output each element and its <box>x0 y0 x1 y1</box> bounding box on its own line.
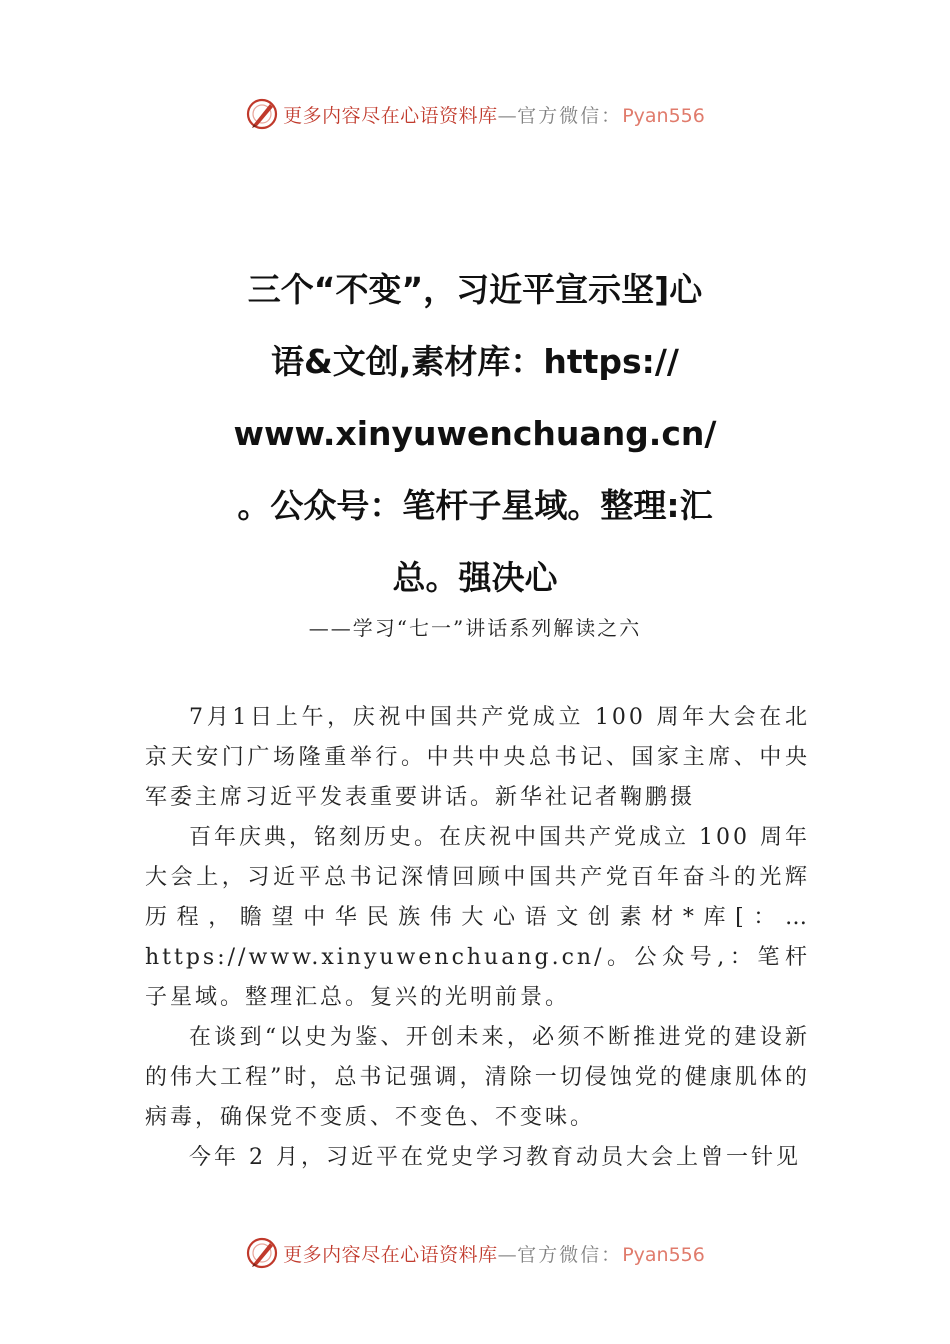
banner-text <box>283 101 705 128</box>
body-paragraph: 7月1日上午，庆祝中国共产党成立 100 周年大会在北京天安门广场隆重举行。中共中央总书记、国家主席、中央军委主席习近平发表重要讲话。新华社记者鞠鹏摄 <box>145 705 810 810</box>
article-title <box>150 254 800 614</box>
banner-separator: — <box>497 104 518 127</box>
article-subtitle: ——学习“七一”讲话系列解读之六 <box>308 616 642 640</box>
article-body <box>145 698 810 1178</box>
title-line: 。公众号：笔杆子星域。整理:汇 <box>237 486 713 525</box>
body-paragraph: 百年庆典，铭刻历史。在庆祝中国共产党成立 100 周年大会上，习近平总书记深情回顾中国共产党百年奋斗的光辉历程，瞻望中华民族伟大心语文创素材*库[：…https://www.xinyuwenchuang.cn/。公众号,：笔杆子星域。整理汇总。复兴的光明前景。 <box>145 825 810 1010</box>
banner-text <box>283 1240 705 1267</box>
pen-seal-logo-icon <box>245 97 279 131</box>
wechat-label: 官方微信： <box>517 104 623 127</box>
body-paragraph: 在谈到“以史为鉴、开创未来，必须不断推进党的建设新的伟大工程”时，总书记强调，清除一切侵蚀党的健康肌体的病毒，确保党不变质、不变色、不变味。 <box>145 1025 810 1130</box>
wechat-label: 官方微信： <box>517 1243 623 1266</box>
footer-banner <box>0 1233 950 1273</box>
banner-slogan: 更多内容尽在心语资料库 <box>283 1243 498 1266</box>
pen-seal-logo-icon <box>245 1236 279 1270</box>
title-line: 三个“不变”，习近平宣示坚]心 <box>247 270 703 309</box>
title-line: www.xinyuwenchuang.cn/ <box>233 414 717 453</box>
title-line: 语&文创,素材库：https:// <box>271 342 679 381</box>
body-paragraph: 今年 2 月，习近平在党史学习教育动员大会上曾一针见 <box>189 1145 801 1170</box>
banner-slogan: 更多内容尽在心语资料库 <box>283 104 498 127</box>
wechat-id: Pyan556 <box>622 1243 705 1266</box>
title-line: 总。强决心 <box>392 558 558 597</box>
banner-separator: — <box>497 1243 518 1266</box>
wechat-id: Pyan556 <box>622 104 705 127</box>
header-banner <box>0 94 950 134</box>
